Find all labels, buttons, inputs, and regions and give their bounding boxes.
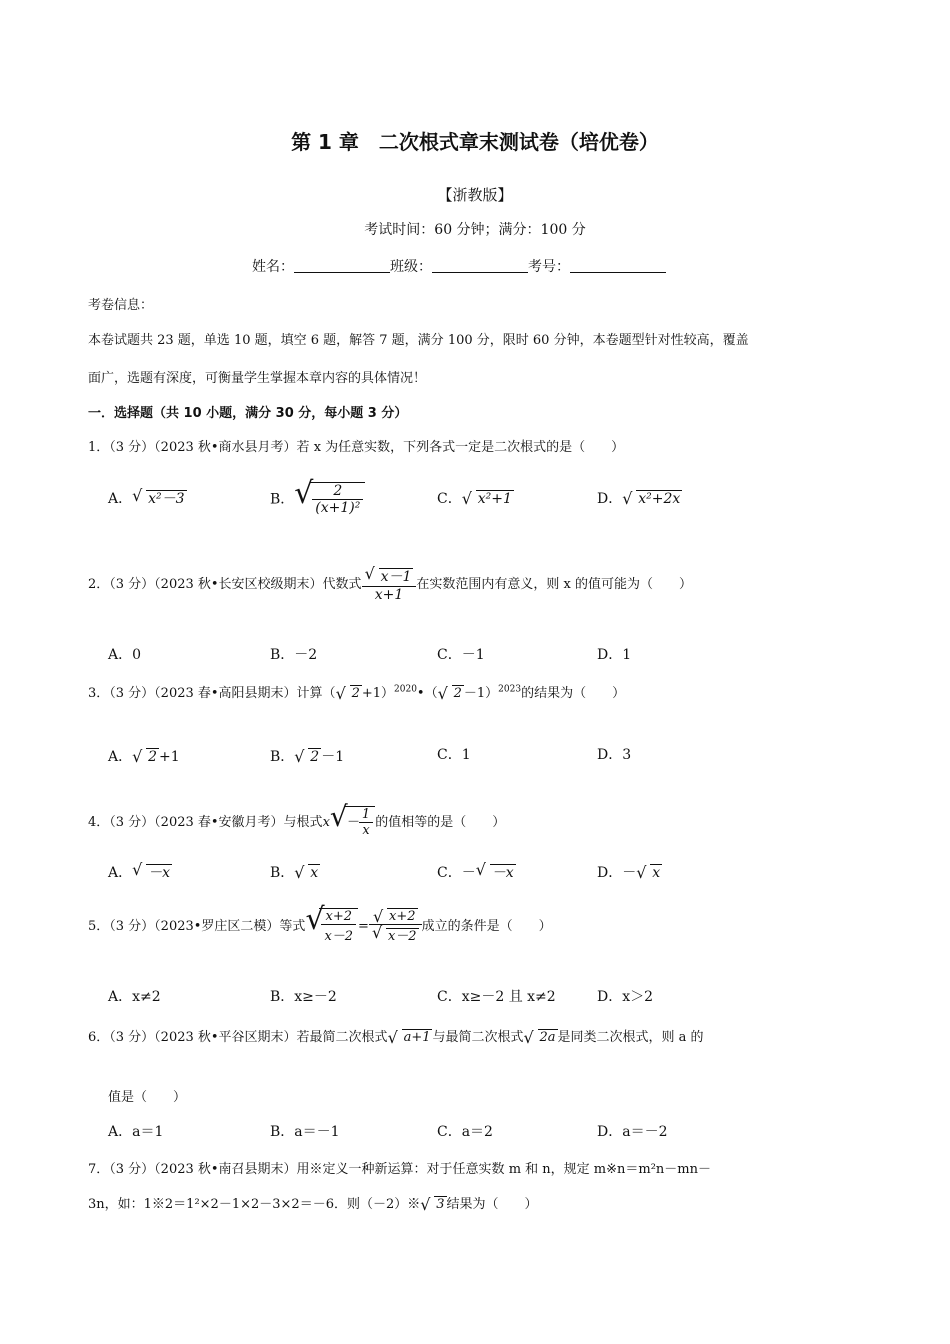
q1-option-b: B． √ $\frac{2}{\text{(x+1)²}}$ xyxy=(270,482,365,516)
q2-option-a: A．0 xyxy=(108,647,142,663)
q2-option-d: D．1 xyxy=(597,647,632,663)
exam-time: 考试时间：60 分钟；满分：100 分 xyxy=(364,222,586,238)
q1-option-a: A． √ x²－3 xyxy=(108,486,185,507)
q3-option-b: B． √ 2 －1 xyxy=(270,747,345,766)
class-label: 班级： xyxy=(390,259,432,275)
class-field[interactable] xyxy=(432,258,528,273)
question-7-line2: 3n，如：1※2＝1²×2－1×2－3×2＝－6．则（－2）※ √ 3 结果为（ ） xyxy=(88,1195,538,1214)
student-fields xyxy=(252,256,666,276)
q5-option-b: B．x≥－2 xyxy=(270,989,337,1005)
q5-option-a: A．x≠2 xyxy=(108,989,161,1005)
q4-option-b: B． √ x xyxy=(270,863,319,882)
q3-option-d: D．3 xyxy=(597,747,632,763)
question-4-stem: 4．（3 分）（2023 春•安徽月考）与根式x √ － $\frac{1}{x}$ 的值相等的是（ ） xyxy=(88,800,506,838)
q4-option-c: C．－ √ －x xyxy=(437,860,514,881)
q6-option-c: C．a＝2 xyxy=(437,1124,493,1140)
q2-option-b: B．－2 xyxy=(270,647,318,663)
q2-option-c: C．－1 xyxy=(437,647,485,663)
question-5-stem: 5．（3 分）（2023•罗庄区二模）等式 √ $\frac{x+2}{x-2}$ = √ x+2 √ x－2 成立的条件是（ ） xyxy=(88,902,552,944)
q6-option-b: B．a＝－1 xyxy=(270,1124,340,1140)
q5-option-d: D．x＞2 xyxy=(597,989,654,1005)
info-line-2: 面广，选题有深度，可衡量学生掌握本章内容的具体情况！ xyxy=(88,371,427,386)
q5-option-c: C．x≥－2 且 x≠2 xyxy=(437,989,556,1005)
number-field[interactable] xyxy=(570,258,666,273)
question-6-line2: 值是（ ） xyxy=(108,1090,187,1105)
name-field[interactable] xyxy=(294,258,390,273)
info-heading: 考卷信息： xyxy=(88,298,154,313)
q4-option-d: D．－ √ x xyxy=(597,863,661,882)
question-2-stem: 2．（3 分）（2023 秋•长安区校级期末）代数式 √ x－1 x+1 在实数范围内有意义，则 x 的值可能为（ ） xyxy=(88,564,692,603)
q6-option-a: A．a＝1 xyxy=(108,1124,164,1140)
name-label: 姓名： xyxy=(252,259,294,275)
question-1-stem: 1．（3 分）（2023 秋•商水县月考）若 x 为任意实数，下列各式一定是二次根式的是（ ） xyxy=(88,440,625,455)
info-line-1: 本卷试题共 23 题，单选 10 题，填空 6 题，解答 7 题，满分 100 分，限时 60 分钟，本卷题型针对性较高，覆盖 xyxy=(88,333,749,348)
number-label: 考号： xyxy=(528,259,570,275)
question-7-line1: 7．（3 分）（2023 秋•南召县期末）用※定义一种新运算：对于任意实数 m 和 n，规定 m※n＝m²n－mn－ xyxy=(88,1162,711,1177)
page-title: 第 1 章 二次根式章末测试卷（培优卷） xyxy=(291,130,659,154)
q3-option-a: A． √ 2 +1 xyxy=(108,747,180,766)
question-6-stem: 6．（3 分）（2023 秋•平谷区期末）若最简二次根式 √ a+1 与最简二次根式 √ 2a 是同类二次根式，则 a 的 xyxy=(88,1028,704,1047)
q6-option-d: D．a＝－2 xyxy=(597,1124,668,1140)
q3-option-c: C．1 xyxy=(437,747,471,763)
q1-option-c: C． √ x²+1 xyxy=(437,489,512,508)
question-3-stem: 3．（3 分）（2023 春•高阳县期末）计算（ √ 2 +1）$^{2020}$•（ √ 2 －1）$^{2023}$的结果为（ ） xyxy=(88,684,626,703)
edition-label: 【浙教版】 xyxy=(437,186,513,204)
q1-option-d: D． √ x²+2x xyxy=(597,489,681,508)
q4-option-a: A． √ －x xyxy=(108,860,171,881)
section-heading: 一．选择题（共 10 小题，满分 30 分，每小题 3 分） xyxy=(88,406,408,421)
